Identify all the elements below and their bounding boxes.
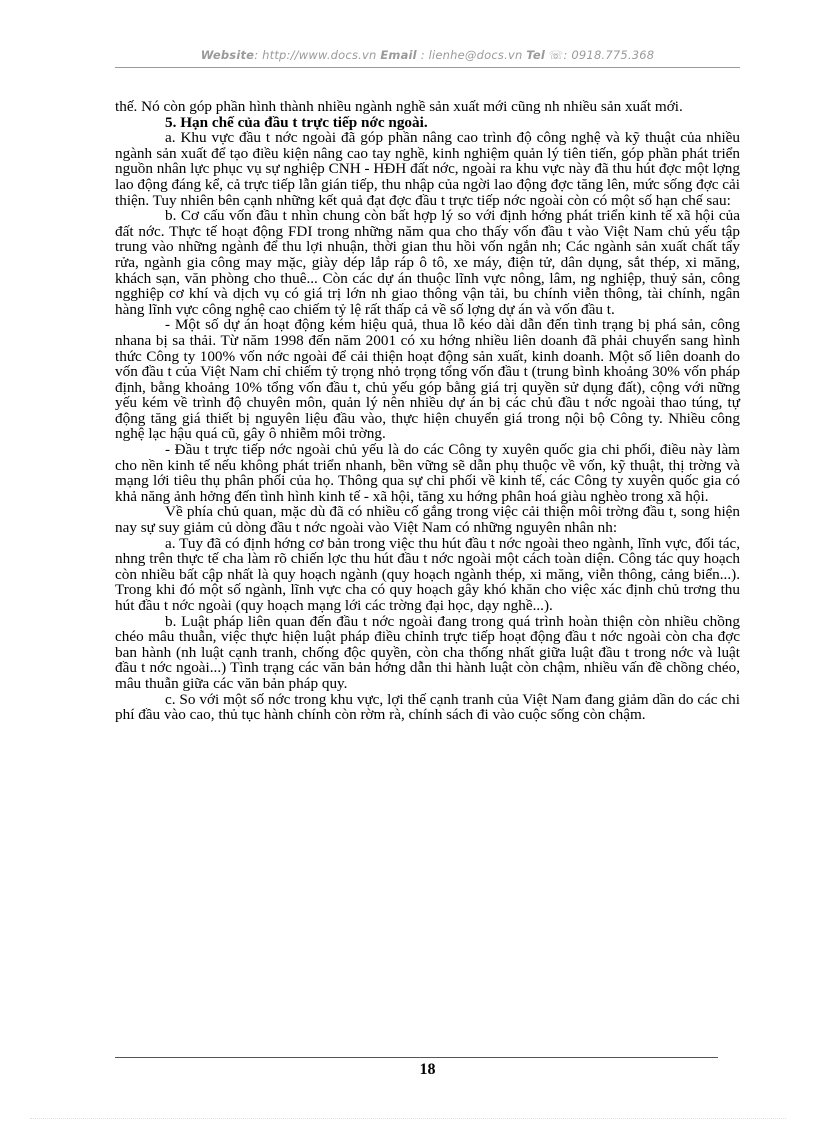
- website-label: Website: [200, 48, 255, 62]
- paragraph-subjective-causes: Về phía chủ quan, mặc dù đã có nhiều cố gắng trong việc cải thiện môi trờng đầu t, song hiện nay sự suy giảm củ dòng đầu t nớc ngoài vào Việt Nam có những nguyên nhân nh:: [115, 503, 740, 537]
- paragraph-cause-c: c. So với một số nớc trong khu vực, lợi thế cạnh tranh của Việt Nam đang giảm dần do các chi phí đầu vào cao, thủ tục hành chính còn rờm rà, chính sách đi vào cuộc sống còn chậm.: [115, 690, 740, 724]
- email-value[interactable]: : lienhe@docs.vn: [420, 48, 523, 62]
- page-header: [115, 48, 740, 62]
- paragraph-intro: thế. Nó còn góp phần hình thành nhiều ngành nghề sản xuất mới cũng nh nhiều sản xuất mới.: [115, 98, 683, 115]
- tel-value: : 0918.775.368: [563, 48, 655, 62]
- page-number: 18: [419, 1061, 436, 1078]
- paragraph-cause-a: a. Tuy đã có định hớng cơ bản trong việc thu hút đầu t nớc ngoài theo ngành, lĩnh vực, đối tác, nhng trên thực tế cha làm rõ chiến lợc thu hút đầu t nớc ngoài một cách toàn diện. Công tác quy hoạch còn nhiều bất cập nhất là quy hoạch ngành (quy hoạch ngành thép, xi măng, viễn thông, cảng biển...). Trong khi đó một số ngành, lĩnh vực cha có quy hoạch gây khó khăn cho việc xác định chủ trơng thu hút đầu t nớc ngoài (quy hoạch mạng lới các trờng đại học, dạy nghề...).: [115, 534, 740, 614]
- header-divider: [115, 67, 740, 68]
- section-heading: 5. Hạn chế của đầu t trực tiếp nớc ngoài.: [165, 113, 428, 131]
- phone-icon: ☏: [548, 48, 564, 62]
- page-edge-divider: [30, 1118, 786, 1119]
- paragraph-multinationals: - Đầu t trực tiếp nớc ngoài chủ yếu là do các Công ty xuyên quốc gia chi phối, điều này làm cho nền kinh tế nếu không phát triển nhanh, bền vững sẽ dẫn phụ thuộc về vốn, kỹ thuật, thị trờng và mạng lới tiêu thụ phân phối của họ. Thông qua sự chi phối về kinh tế, các Công ty xuyên quốc gia có khả năng ảnh hởng đến tình hình kinh tế - xã hội, tăng xu hớng phân hoá giàu nghèo trong xã hội.: [115, 441, 740, 505]
- document-body: [115, 99, 740, 723]
- email-label: Email: [380, 48, 417, 62]
- paragraph-b: b. Cơ cấu vốn đầu t nhìn chung còn bất hợp lý so với định hớng phát triển kinh tế xã hội của đất nớc. Thực tế hoạt động FDI trong những năm qua cho thấy vốn đầu t vào Việt Nam chủ yếu tập trung vào những ngành để thu lợi nhuận, thời gian thu hồi vốn ngắn nh; Các ngành sản xuất chất tẩy rửa, ngành gia công may mặc, giày dép lắp ráp ô tô, xe máy, điện tử, dân dụng, sắt thép, xi măng, khách sạn, văn phòng cho thuê... Còn các dự án thuộc lĩnh vực nông, lâm, ng nghiệp, thuỷ sản, công ngghiệp cơ khí và dịch vụ có giá trị lớn nh giao thông vận tải, bu chính viễn thông, tài chính, ngân hàng lĩnh vực công nghệ cao chiếm tỷ lệ rất thấp cả về số lợng dự án và vốn đầu t.: [115, 207, 740, 318]
- paragraph-project-losses: - Một số dự án hoạt động kém hiệu quả, thua lỗ kéo dài dẫn đến tình trạng bị phá sản, công nhana bị sa thải. Từ năm 1998 đến năm 2001 có xu hớng nhiều liên doanh đã phải chuyển sang hình thức Công ty 100% vốn nớc ngoài để cải thiện hoạt động sản xuất, kinh doanh. Một số liên doanh do vốn đầu t của Việt Nam chỉ chiếm tỷ trọng nhỏ trọng tổng vốn đầu t (trung bình khoảng 30% vốn pháp định, bằng khoảng 10% tổng vốn đầu t, chủ yếu góp bằng giá trị quyền sử dụng đất), cộng với nững yếu kém về trình độ chuyên môn, quản lý nên nhiều dự án bị các chủ đầu t nớc ngoài thao túng, tự động tăng giá thiết bị nguyên liệu đầu vào, thực hiện chuyển giá trong nội bộ Công ty. Nhiều công nghệ lạc hậu quá cũ, gây ô nhiễm môi trờng.: [115, 316, 740, 443]
- paragraph-a: a. Khu vực đầu t nớc ngoài đã góp phần nâng cao trình độ công nghệ và kỹ thuật của nhiều ngành sản xuất để tạo điều kiện nâng cao tay nghề, kinh nghiệm quản lý tiên tiến, góp phần phát triển nguồn nhân lực phục vụ sự nghiệp CNH - HĐH đất nớc, ngoài ra khu vực này đã thu hút đợc một lợng lao động đáng kể, cả trực tiếp lẫn gián tiếp, thu nhập của ngời lao động đợc tăng lên, mức sống đợc cải thiện. Tuy nhiên bên cạnh những kết quả đạt đợc đầu t trực tiếp nớc ngoài còn có một số hạn chế sau:: [115, 129, 740, 209]
- website-url[interactable]: : http://www.docs.vn: [254, 48, 377, 62]
- tel-label: Tel: [526, 48, 546, 62]
- footer-divider: [115, 1057, 718, 1058]
- paragraph-cause-b: b. Luật pháp liên quan đến đầu t nớc ngoài đang trong quá trình hoàn thiện còn nhiều chồng chéo mâu thuẫn, việc thực hiện luật pháp điều chỉnh trực tiếp hoạt động đầu t nớc ngoài còn cha đợc ban hành (nh luật cạnh tranh, chống độc quyền, còn cha thống nhất giữa luật đầu t trong nớc và luật đầu t nớc ngoài...) Tình trạng các văn bản hớng dẫn thi hành luật còn chậm, nhiều vấn đề chồng chéo, mâu thuẫn giữa các văn bản pháp quy.: [115, 612, 740, 692]
